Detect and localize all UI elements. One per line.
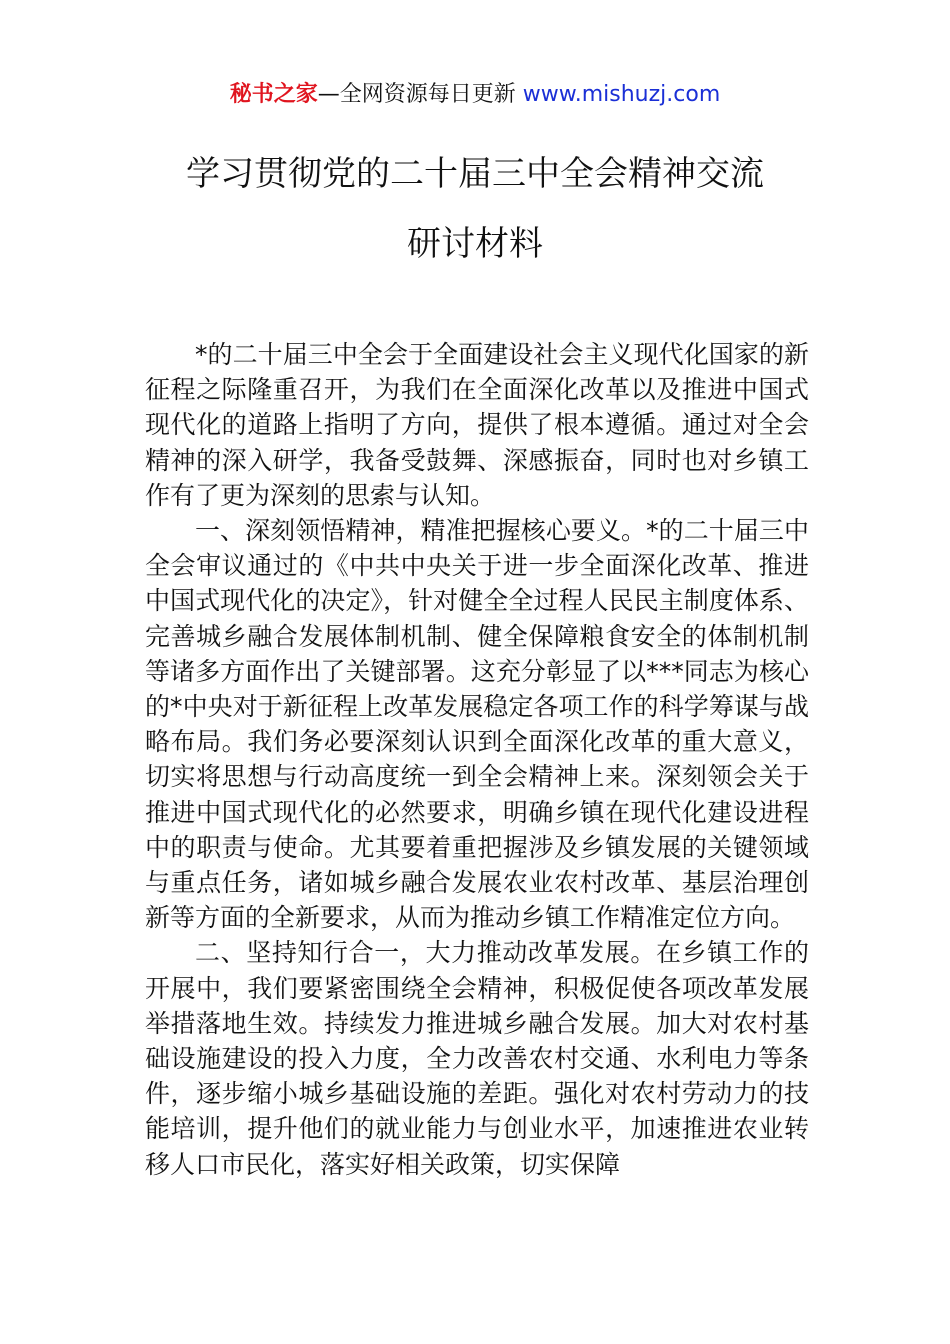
paragraph-section-one: 一、深刻领悟精神，精准把握核心要义。*的二十届三中全会审议通过的《中共中央关于进一步全面深化改革、推进中国式现代化的决定》，针对健全全过程人民民主制度体系、完善城乡融合发展体制机制、健全保障粮食安全的体制机制等诸多方面作出了关键部署。这充分彰显了以***同志为核心的*中央对于新征程上改革发展稳定各项工作的科学筹谋与战略布局。我们务必要深刻认识到全面深化改革的重大意义，切实将思想与行动高度统一到全会精神上来。深刻领会关于推进中国式现代化的必然要求，明确乡镇在现代化建设进程中的职责与使命。尤其要着重把握涉及乡镇发展的关键领域与重点任务，诸如城乡融合发展农业农村改革、基层治理创新等方面的全新要求，从而为推动乡镇工作精准定位方向。 [145, 516, 809, 933]
paragraph-section-two: 二、坚持知行合一，大力推动改革发展。在乡镇工作的开展中，我们要紧密围绕全会精神，积极促使各项改革发展举措落地生效。持续发力推进城乡融合发展。加大对农村基础设施建设的投入力度，全力改善农村交通、水利电力等条件，逐步缩小城乡基础设施的差距。强化对农村劳动力的技能培训，提升他们的就业能力与创业水平，加速推进农业转移人口市民化，落实好相关政策，切实保障 [145, 938, 809, 1179]
brand-name: 秘书之家 [229, 82, 318, 107]
paragraph-intro: *的二十届三中全会于全面建设社会主义现代化国家的新征程之际隆重召开，为我们在全面深化改革以及推进中国式现代化的道路上指明了方向，提供了根本遵循。通过对全会精神的深入研学，我备受鼓舞、深感振奋，同时也对乡镇工作有了更为深刻的思索与认知。 [145, 340, 809, 510]
site-url[interactable]: www.mishuzj.com [522, 82, 721, 107]
document-title-line1: 学习贯彻党的二十届三中全会精神交流 [186, 154, 764, 194]
document-title-line2: 研讨材料 [407, 224, 543, 264]
header-tagline: —全网资源每日更新 [317, 82, 523, 107]
site-header [0, 80, 950, 110]
document-body [145, 337, 809, 1182]
